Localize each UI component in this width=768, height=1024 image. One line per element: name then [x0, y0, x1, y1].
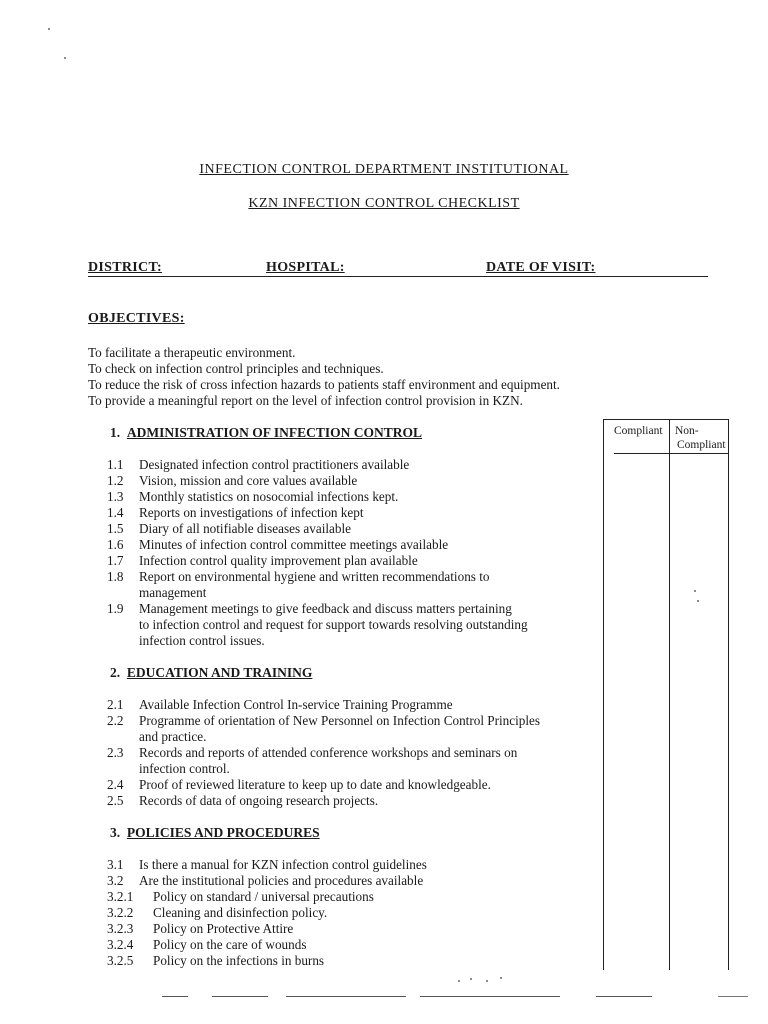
list-item: 3.1 Is there a manual for KZN infection control guidelines — [107, 857, 427, 872]
scan-speck — [486, 980, 488, 982]
table-top-border — [603, 419, 729, 420]
section-number: 1. — [110, 425, 121, 440]
footer-rule-segment — [212, 996, 268, 997]
list-item: 3.2.2 Cleaning and disinfection policy. — [107, 905, 328, 920]
list-item: 3.2.4 Policy on the care of wounds — [107, 937, 307, 952]
section-heading-education — [110, 665, 312, 681]
list-item: 2.4 Proof of reviewed literature to keep up to date and knowledgeable. — [107, 777, 491, 792]
fields-underline — [88, 276, 708, 277]
footer-rule-segment — [162, 996, 188, 997]
table-left-border — [603, 419, 604, 970]
table-header-underline — [614, 453, 729, 454]
section-heading-policies — [110, 825, 320, 841]
list-item: 1.2 Vision, mission and core values available — [107, 473, 358, 488]
date-of-visit-label: DATE OF VISIT: — [486, 260, 596, 275]
district-label: DISTRICT: — [88, 260, 163, 275]
list-item: 1.1 Designated infection control practitioners available — [107, 457, 410, 472]
objective-item: To check on infection control principles and techniques. — [88, 361, 384, 376]
table-right-border — [728, 419, 729, 970]
list-item-continuation: management — [139, 585, 207, 600]
scan-speck — [694, 590, 696, 592]
list-item: 1.4 Reports on investigations of infection kept — [107, 505, 364, 520]
list-item: 2.3 Records and reports of attended conference workshops and seminars on — [107, 745, 518, 760]
list-item: 2.1 Available Infection Control In-service Training Programme — [107, 697, 453, 712]
list-item: 1.5 Diary of all notifiable diseases available — [107, 521, 352, 536]
list-item-continuation: infection control. — [139, 761, 230, 776]
list-item: 3.2.1 Policy on standard / universal precautions — [107, 889, 374, 904]
scan-speck — [458, 980, 460, 982]
section-title: POLICIES AND PROCEDURES — [126, 825, 320, 840]
list-item: 1.8 Report on environmental hygiene and written recommendations to — [107, 569, 490, 584]
footer-rule-segment — [718, 996, 748, 997]
list-item: 3.2.3 Policy on Protective Attire — [107, 921, 294, 936]
list-item-continuation: to infection control and request for support towards resolving outstanding — [139, 617, 528, 632]
table-column-divider — [669, 419, 670, 970]
scan-speck — [48, 28, 50, 30]
scan-speck — [500, 977, 502, 979]
scan-speck — [697, 600, 699, 602]
section-title: ADMINISTRATION OF INFECTION CONTROL — [126, 425, 423, 440]
list-item-continuation: and practice. — [139, 729, 207, 744]
document-title: INFECTION CONTROL DEPARTMENT INSTITUTIONAL — [199, 162, 569, 177]
list-item: 1.6 Minutes of infection control committee meetings available — [107, 537, 449, 552]
footer-rule-segment — [596, 996, 652, 997]
list-item: 1.7 Infection control quality improvement plan available — [107, 553, 418, 568]
list-item: 1.9 Management meetings to give feedback and discuss matters pertaining — [107, 601, 512, 616]
section-title: EDUCATION AND TRAINING — [126, 665, 313, 680]
section-number: 2. — [110, 665, 121, 680]
non-compliant-column-header-2: Compliant — [677, 439, 726, 451]
checklist-title: KZN INFECTION CONTROL CHECKLIST — [248, 196, 520, 211]
section-number: 3. — [110, 825, 121, 840]
scan-speck — [64, 57, 66, 59]
scan-speck — [470, 978, 472, 980]
section-heading-administration — [110, 425, 422, 441]
list-item: 3.2 Are the institutional policies and procedures available — [107, 873, 424, 888]
list-item: 1.3 Monthly statistics on nosocomial infections kept. — [107, 489, 399, 504]
objectives-heading: OBJECTIVES: — [88, 311, 185, 326]
objective-item: To facilitate a therapeutic environment. — [88, 345, 296, 360]
compliant-column-header: Compliant — [614, 425, 663, 437]
footer-rule-segment — [286, 996, 406, 997]
objective-item: To provide a meaningful report on the level of infection control provision in KZN. — [88, 393, 523, 408]
objective-item: To reduce the risk of cross infection hazards to patients staff environment and equipment. — [88, 377, 560, 392]
hospital-label: HOSPITAL: — [266, 260, 345, 275]
footer-rule-segment — [420, 996, 560, 997]
non-compliant-column-header: Non- — [675, 425, 699, 437]
list-item: 3.2.5 Policy on the infections in burns — [107, 953, 325, 968]
list-item-continuation: infection control issues. — [139, 633, 265, 648]
list-item: 2.5 Records of data of ongoing research projects. — [107, 793, 379, 808]
list-item: 2.2 Programme of orientation of New Personnel on Infection Control Principles — [107, 713, 541, 728]
